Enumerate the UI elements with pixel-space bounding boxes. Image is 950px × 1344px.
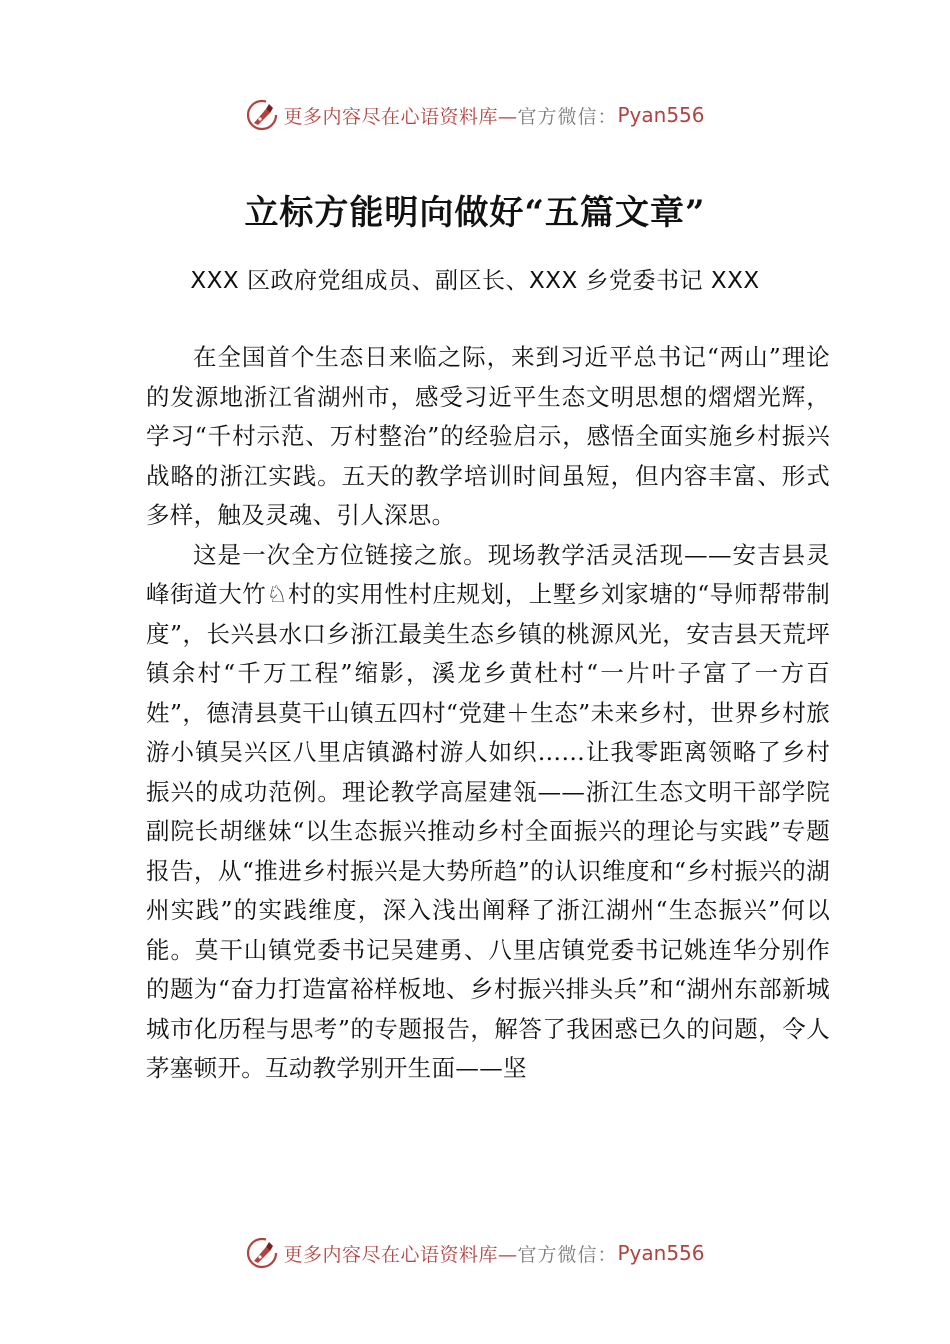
banner-wechat-label: 官方微信：	[517, 1243, 618, 1266]
banner-brand-text: 更多内容尽在心语资料库—	[283, 1243, 518, 1266]
pen-nib-seal-icon	[245, 98, 279, 132]
document-title: 立标方能明向做好“五篇文章”	[244, 193, 706, 233]
pen-nib-seal-icon	[245, 1236, 279, 1270]
header-banner	[0, 95, 950, 135]
document-body	[146, 338, 830, 1089]
banner-wechat-label: 官方微信：	[517, 105, 618, 128]
footer-banner	[0, 1233, 950, 1273]
body-paragraph: 在全国首个生态日来临之际，来到习近平总书记“两山”理论的发源地浙江省湖州市，感受习近平生态文明思想的熠熠光辉，学习“千村示范、万村整治”的经验启示，感悟全面实施乡村振兴战略的浙江实践。五天的教学培训时间虽短，但内容丰富、形式多样，触及灵魂、引人深思。	[146, 343, 830, 529]
document-byline: XXX 区政府党组成员、副区长、XXX 乡党委书记 XXX	[190, 268, 760, 294]
banner-wechat-id: Pyan556	[617, 103, 705, 127]
body-paragraph: 这是一次全方位链接之旅。现场教学活灵活现——安吉县灵峰街道大竹♘村的实用性村庄规划，上墅乡刘家塘的“导师帮带制度”，长兴县水口乡浙江最美生态乡镇的桃源风光，安吉县天荒坪镇余村“千万工程”缩影，溪龙乡黄杜村“一片叶子富了一方百姓”，德清县莫干山镇五四村“党建＋生态”未来乡村，世界乡村旅游小镇吴兴区八里店镇潞村游人如织……让我零距离领略了乡村振兴的成功范例。理论教学高屋建瓴——浙江生态文明干部学院副院长胡继妹“以生态振兴推动乡村全面振兴的理论与实践”专题报告，从“推进乡村振兴是大势所趋”的认识维度和“乡村振兴的湖州实践”的实践维度，深入浅出阐释了浙江湖州“生态振兴”何以能。莫干山镇党委书记吴建勇、八里店镇党委书记姚连华分别作的题为“奋力打造富裕样板地、乡村振兴排头兵”和“湖州东部新城城市化历程与思考”的专题报告，解答了我困惑已久的问题，令人茅塞顿开。互动教学别开生面——坚	[146, 540, 830, 1082]
banner-wechat-id: Pyan556	[617, 1241, 705, 1265]
banner-brand-text: 更多内容尽在心语资料库—	[283, 105, 518, 128]
